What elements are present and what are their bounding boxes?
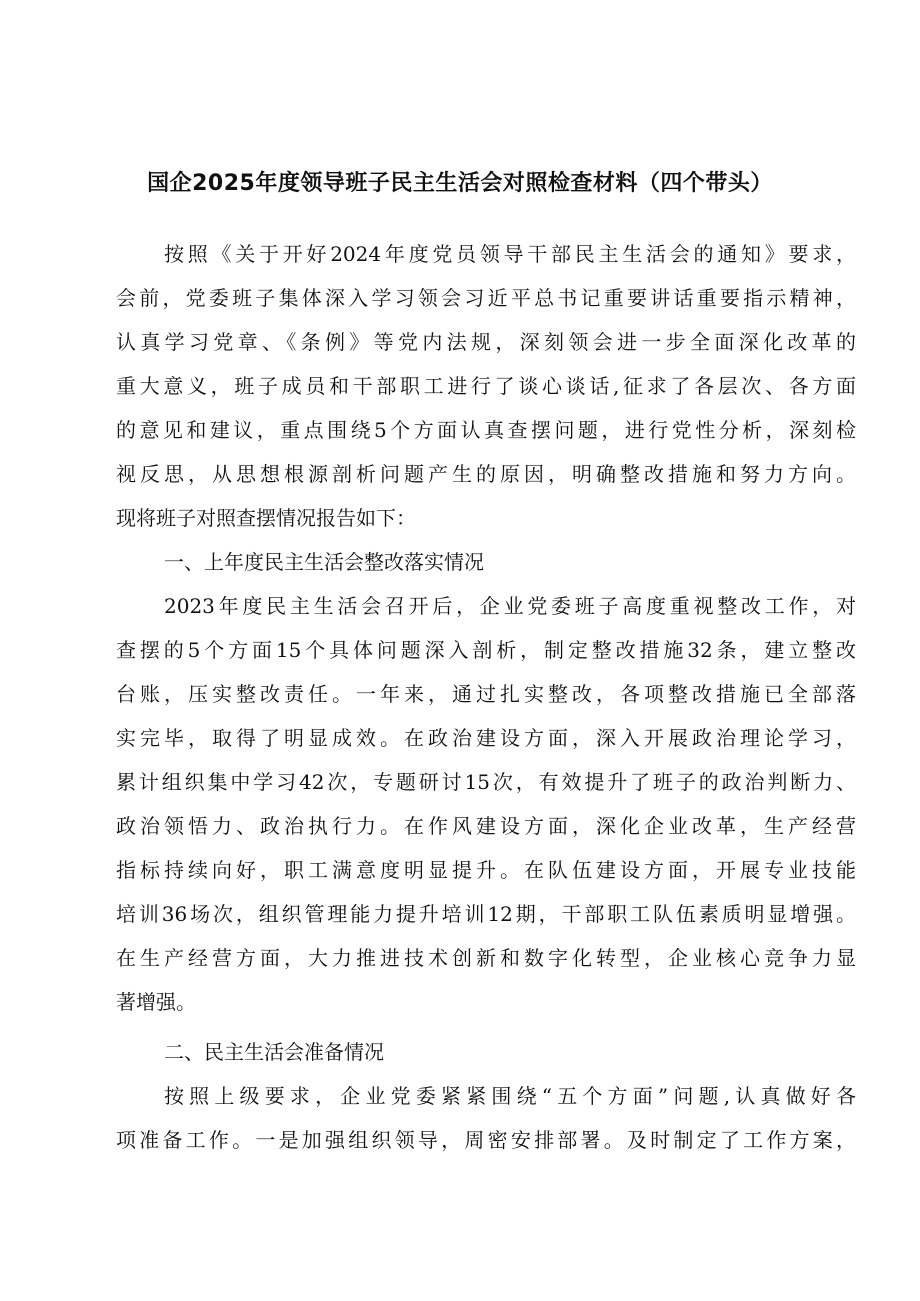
section1-line: 累计组织集中学习42次，专题研讨15次，有效提升了班子的政治判断力、	[116, 770, 856, 794]
intro-line: 会前，党委班子集体深入学习领会习近平总书记重要讲话重要指示精神，	[116, 286, 856, 310]
section1-line: 台账，压实整改责任。一年来，通过扎实整改，各项整改措施已全部落	[116, 682, 856, 706]
document-title: 国企2025年度领导班子民主生活会对照检查材料（四个带头）	[147, 171, 773, 196]
intro-line: 按照《关于开好2024年度党员领导干部民主生活会的通知》要求，	[164, 242, 856, 266]
section2-line: 按照上级要求，企业党委紧紧围绕“五个方面”问题,认真做好各	[164, 1084, 856, 1108]
intro-line: 的意见和建议，重点围绕5个方面认真查摆问题，进行党性分析，深刻检	[116, 418, 856, 442]
intro-line: 视反思，从思想根源剖析问题产生的原因，明确整改措施和努力方向。	[116, 462, 856, 486]
section1-line: 查摆的5个方面15个具体问题深入剖析，制定整改措施32条，建立整改	[116, 638, 856, 662]
section1-line: 培训36场次，组织管理能力提升培训12期，干部职工队伍素质明显增强。	[116, 902, 856, 926]
section1-line: 指标持续向好，职工满意度明显提升。在队伍建设方面，开展专业技能	[116, 858, 856, 882]
section1-line: 2023年度民主生活会召开后，企业党委班子高度重视整改工作，对	[164, 594, 856, 618]
intro-line: 重大意义，班子成员和干部职工进行了谈心谈话,征求了各层次、各方面	[116, 374, 856, 398]
section2-line: 项准备工作。一是加强组织领导，周密安排部署。及时制定了工作方案，	[116, 1128, 856, 1152]
section-heading-2: 二、民主生活会准备情况	[164, 1040, 384, 1064]
section1-line: 政治领悟力、政治执行力。在作风建设方面，深化企业改革，生产经营	[116, 814, 856, 838]
section1-line: 实完毕，取得了明显成效。在政治建设方面，深入开展政治理论学习，	[116, 726, 856, 750]
section-heading-1: 一、上年度民主生活会整改落实情况	[164, 550, 484, 574]
section1-line: 著增强。	[116, 990, 196, 1014]
intro-line: 现将班子对照查摆情况报告如下：	[116, 506, 416, 530]
intro-line: 认真学习党章、《条例》等党内法规，深刻领会进一步全面深化改革的	[116, 330, 856, 354]
section1-line: 在生产经营方面，大力推进技术创新和数字化转型，企业核心竞争力显	[116, 946, 856, 970]
